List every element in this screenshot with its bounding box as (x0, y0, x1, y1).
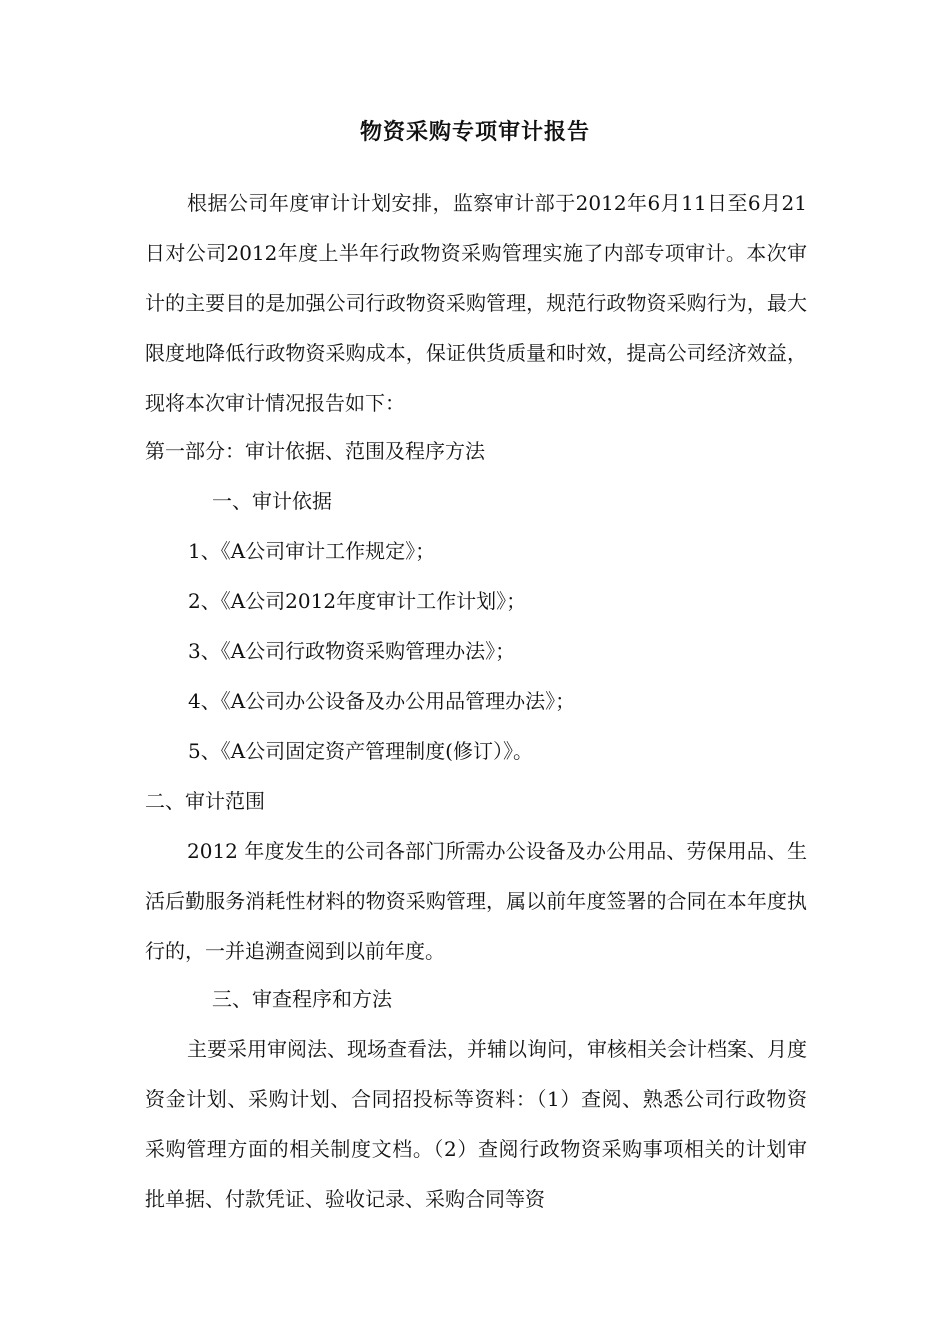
basis-item-2: 2、《A公司2012年度审计工作计划》； (188, 589, 527, 613)
section1-heading: 一、审计依据 (212, 489, 332, 513)
method-block (145, 1024, 807, 1224)
document-title: 物资采购专项审计报告 (359, 120, 590, 145)
part1-heading: 第一部分：审计依据、范围及程序方法 (145, 439, 485, 463)
section2-heading: 二、审计范围 (145, 789, 265, 813)
basis-item-1: 1、《A公司审计工作规定》； (188, 539, 436, 563)
scope-paragraph: 2012 年度发生的公司各部门所需办公设备及办公用品、劳保用品、生活后勤服务消耗性材料的物资采购管理，属以前年度签署的合同在本年度执行的，一并追溯查阅到以前年度。 (145, 839, 807, 963)
basis-item-5: 5、《A公司固定资产管理制度(修订）》。 (188, 739, 533, 763)
section3-heading: 三、审查程序和方法 (212, 987, 392, 1011)
intro-block (145, 178, 807, 428)
intro-paragraph: 根据公司年度审计计划安排，监察审计部于2012年6月11日至6月21日对公司2012年度上半年行政物资采购管理实施了内部专项审计。本次审计的主要目的是加强公司行政物资采购管理，规范行政物资采购行为，最大限度地降低行政物资采购成本，保证供货质量和时效，提高公司经济效益，现将本次审计情况报告如下： (145, 191, 807, 415)
basis-item-3: 3、《A公司行政物资采购管理办法》； (188, 639, 516, 663)
scope-block (145, 826, 807, 976)
method-paragraph: 主要采用审阅法、现场查看法，并辅以询问，审核相关会计档案、月度资金计划、采购计划、合同招投标等资料：（1）查阅、熟悉公司行政物资采购管理方面的相关制度文档。（2）查阅行政物资采购事项相关的计划审批单据、付款凭证、验收记录、采购合同等资 (145, 1037, 807, 1211)
basis-item-4: 4、《A公司办公设备及办公用品管理办法》； (188, 689, 576, 713)
